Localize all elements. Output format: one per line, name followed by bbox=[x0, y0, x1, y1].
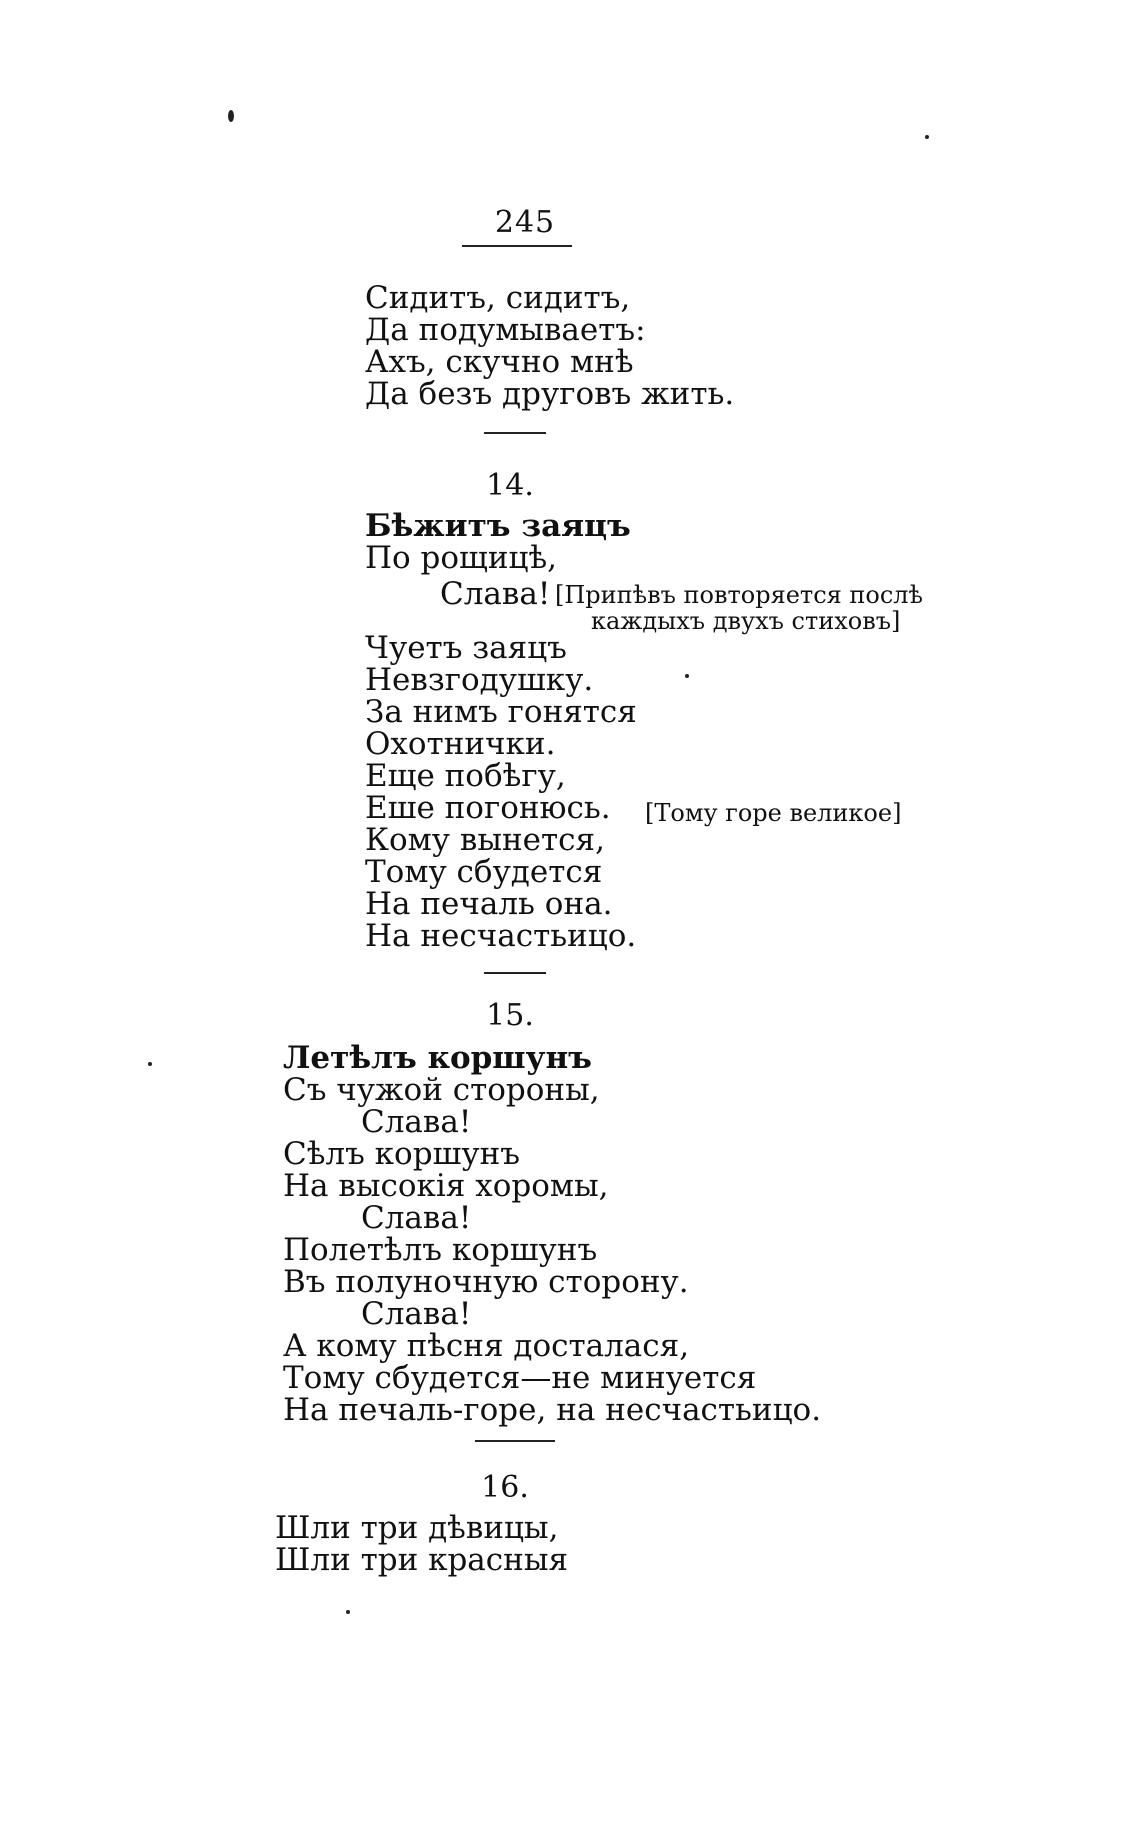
verse-line: На несчастьицо. bbox=[365, 918, 637, 954]
verse-line: Съ чужой стороны, bbox=[283, 1072, 600, 1108]
refrain-note bbox=[555, 582, 923, 634]
scan-speck bbox=[925, 135, 929, 139]
verse-line: Да безъ друговъ жить. bbox=[365, 376, 735, 412]
verse-line: Шли три дѣвицы, bbox=[275, 1510, 559, 1546]
verse-line: Въ полуночную сторону. bbox=[283, 1264, 689, 1300]
refrain-line: Слава! bbox=[440, 576, 551, 612]
verse-line: На высокія хоромы, bbox=[283, 1168, 609, 1204]
verse-line: По рощицѣ, bbox=[365, 540, 558, 576]
verse-line: Шли три красныя bbox=[275, 1542, 569, 1578]
refrain-line: Слава! bbox=[361, 1104, 472, 1140]
song16-verse bbox=[275, 1512, 568, 1576]
verse-line: Еще побѣгу, bbox=[365, 758, 566, 794]
scan-speck bbox=[148, 1062, 152, 1066]
refrain-line: Слава! bbox=[361, 1200, 472, 1236]
song-number: 16. bbox=[481, 1470, 529, 1505]
song-number: 15. bbox=[486, 998, 534, 1033]
scan-speck bbox=[685, 674, 689, 678]
verse-line: Да подумываетъ: bbox=[365, 312, 646, 348]
verse-line: Кому вынется, bbox=[365, 822, 605, 858]
verse-line: Невзгодушку. bbox=[365, 662, 594, 698]
scan-speck bbox=[228, 110, 234, 122]
stanza-top bbox=[365, 282, 734, 410]
verse-line: Охотнички. bbox=[365, 726, 556, 762]
song14-verse-b bbox=[365, 632, 637, 952]
verse-line: На печаль-горе, на несчастьицо. bbox=[283, 1392, 822, 1428]
refrain-line: Слава! bbox=[361, 1296, 472, 1332]
verse-line: Ахъ, скучно мнѣ bbox=[365, 344, 634, 380]
verse-line: Тому сбудется—не минуется bbox=[283, 1360, 757, 1396]
section-divider bbox=[475, 1440, 555, 1442]
scan-speck bbox=[346, 1610, 350, 1614]
verse-line: Бѣжитъ заяцъ bbox=[365, 508, 631, 544]
verse-line: Сидитъ, сидитъ, bbox=[365, 280, 631, 316]
verse-line: Сѣлъ коршунъ bbox=[283, 1136, 521, 1172]
note-line: [Припѣвъ повторяется послѣ bbox=[555, 581, 924, 609]
song15-verse bbox=[283, 1042, 821, 1426]
song14-refrain bbox=[440, 578, 550, 610]
note-line: каждыхъ двухъ стиховъ] bbox=[591, 607, 901, 635]
page-number: 245 bbox=[494, 205, 556, 240]
section-divider bbox=[484, 972, 546, 974]
page-number-underline bbox=[462, 245, 572, 247]
verse-line: На печаль она. bbox=[365, 886, 613, 922]
verse-line: Тому сбудется bbox=[365, 854, 603, 890]
verse-line: Летѣлъ коршунъ bbox=[283, 1040, 592, 1076]
verse-line: Чуетъ заяцъ bbox=[365, 630, 567, 666]
verse-line: За нимъ гонятся bbox=[365, 694, 637, 730]
verse-line: А кому пѣсня досталася, bbox=[283, 1328, 690, 1364]
verse-line: Еше погонюсь. bbox=[365, 790, 611, 826]
song14-verse-a bbox=[365, 510, 631, 574]
verse-line: Полетѣлъ коршунъ bbox=[283, 1232, 598, 1268]
section-divider bbox=[484, 432, 546, 434]
song-number: 14. bbox=[486, 468, 534, 503]
side-note: [Тому горе великое] bbox=[645, 799, 902, 827]
